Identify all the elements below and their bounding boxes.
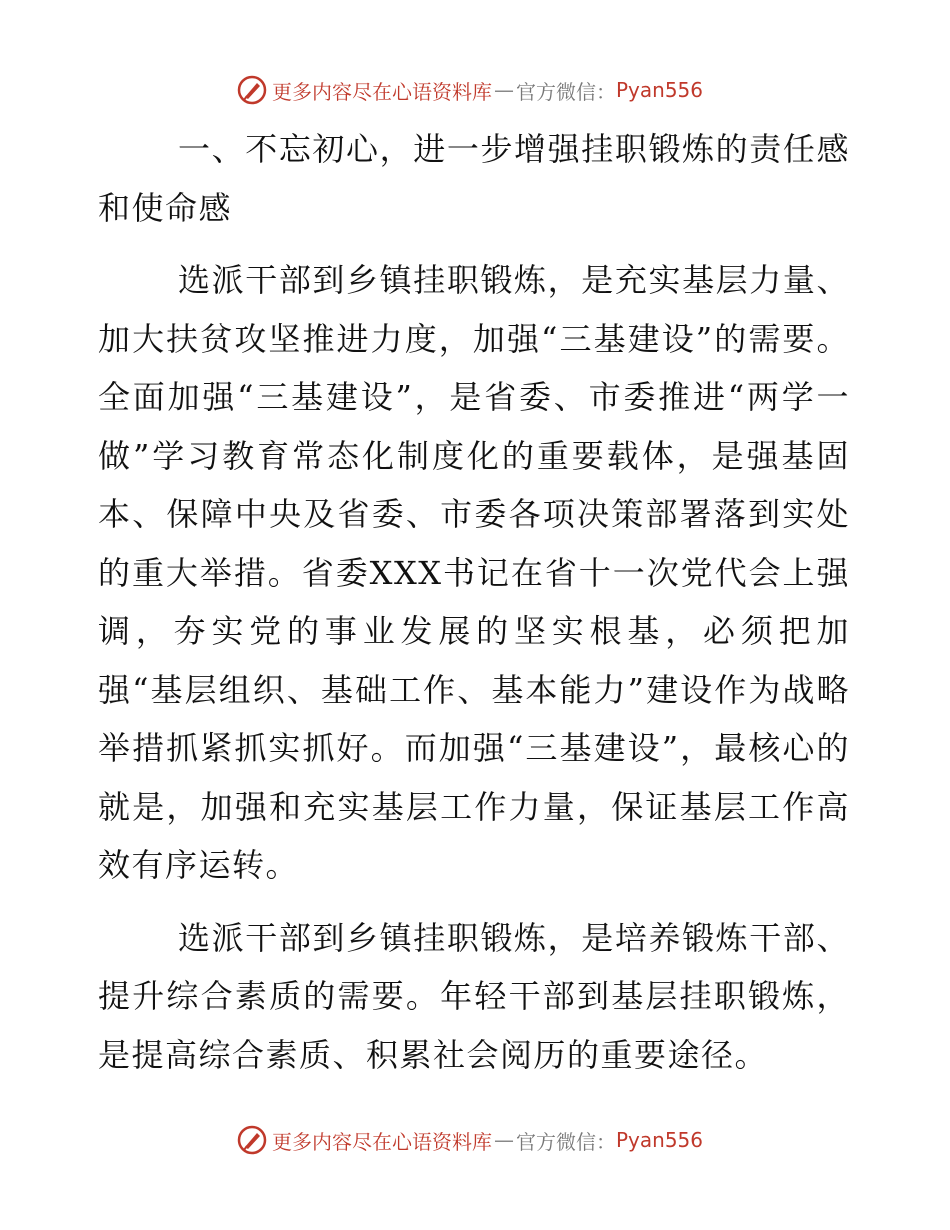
feather-pen-logo-icon: [236, 74, 268, 106]
banner-wechat-id: Pyan556: [616, 1128, 704, 1152]
document-body: [98, 120, 850, 1084]
banner-site-text: 更多内容尽在心语资料库: [272, 79, 492, 104]
banner-separator: —: [494, 1128, 514, 1152]
banner-wechat-label: 官方微信：: [516, 1129, 616, 1154]
banner-wechat-id: Pyan556: [616, 78, 704, 102]
banner-separator: —: [494, 78, 514, 102]
banner-site-text: 更多内容尽在心语资料库: [272, 1129, 492, 1154]
feather-pen-logo-icon: [236, 1124, 268, 1156]
banner-wechat-label: 官方微信：: [516, 79, 616, 104]
paragraph: 选派干部到乡镇挂职锻炼，是培养锻炼干部、提升综合素质的需要。年轻干部到基层挂职锻炼，是提高综合素质、积累社会阅历的重要途径。: [98, 918, 850, 1074]
footer-watermark-banner: [236, 1124, 703, 1156]
paragraph: 选派干部到乡镇挂职锻炼，是充实基层力量、加大扶贫攻坚推进力度，加强“三基建设”的需要。全面加强“三基建设”，是省委、市委推进“两学一做”学习教育常态化制度化的重要载体，是强基固本、保障中央及省委、市委各项决策部署落到实处的重大举措。省委XXX书记在省十一次党代会上强调，夯实党的事业发展的坚实根基，必须把加强“基层组织、基础工作、基本能力”建设作为战略举措抓紧抓实抓好。而加强“三基建设”，最核心的就是，加强和充实基层工作力量，保证基层工作高效有序运转。: [98, 261, 850, 884]
header-watermark-banner: [236, 74, 703, 106]
section-heading: 一、不忘初心，进一步增强挂职锻炼的责任感和使命感: [98, 130, 850, 227]
